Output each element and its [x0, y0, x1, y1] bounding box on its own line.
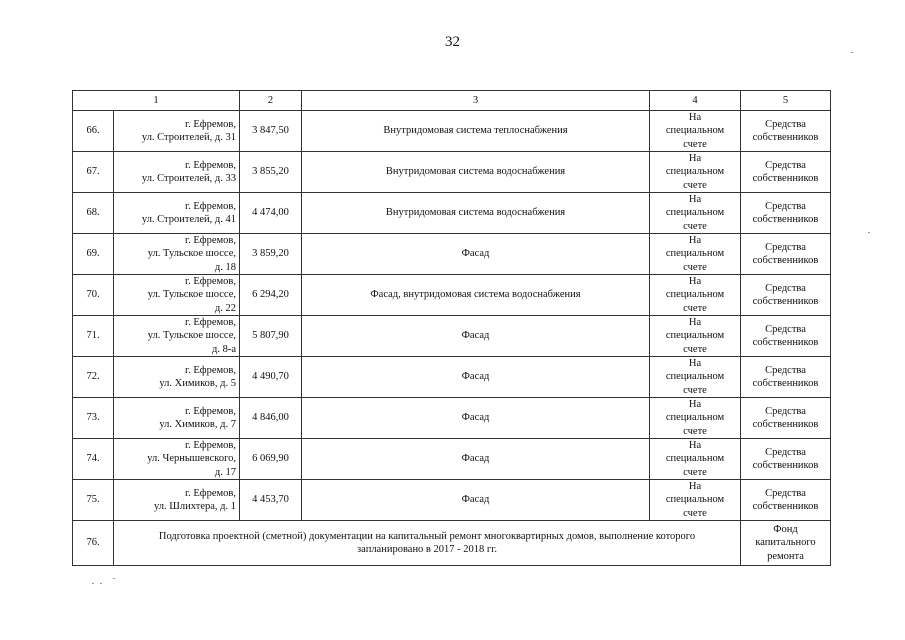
address-line: д. 17: [214, 466, 236, 478]
funding-source-line: собственников: [752, 501, 819, 512]
funding-method-cell: [650, 316, 741, 357]
table-row: [73, 316, 831, 357]
funding-method-line: счете: [683, 179, 707, 191]
scan-speck: [113, 578, 115, 579]
address-line: г. Ефремов,: [185, 118, 236, 130]
funding-source-cell: [741, 316, 831, 357]
capital-repair-table: [72, 90, 831, 566]
address-cell: [114, 439, 240, 480]
funding-method-line: На: [688, 317, 702, 329]
funding-method-line: На: [688, 276, 702, 288]
work-type-cell: Фасад: [302, 316, 650, 357]
funding-method-cell: [650, 111, 741, 152]
funding-source-line: собственников: [752, 296, 819, 307]
funding-source-line: Средства: [765, 487, 806, 499]
address-line: г. Ефремов,: [185, 200, 236, 212]
funding-method-line: счете: [683, 425, 707, 437]
table-row: [73, 193, 831, 234]
address-cell: [114, 111, 240, 152]
funding-method-line: На: [688, 153, 702, 165]
area-cell: 6 069,90: [240, 439, 302, 480]
funding-source-line: ремонта: [767, 550, 804, 562]
scan-speck: [868, 232, 870, 233]
funding-source-cell: [741, 480, 831, 521]
address-line: ул. Строителей, д. 41: [141, 214, 236, 225]
address-line: г. Ефремов,: [185, 235, 236, 247]
funding-source-line: Средства: [765, 405, 806, 417]
table-row: [73, 111, 831, 152]
funding-source-line: собственников: [752, 214, 819, 225]
funding-method-line: специальном: [665, 207, 725, 219]
table-body: [73, 111, 831, 566]
row-number: 74.: [73, 439, 114, 480]
address-line: ул. Шлихтера, д. 1: [154, 501, 236, 512]
funding-method-line: На: [688, 481, 702, 493]
address-line: г. Ефремов,: [185, 440, 236, 452]
table-row: [73, 480, 831, 521]
work-type-cell: Фасад, внутридомовая система водоснабжения: [302, 275, 650, 316]
funding-method-line: специальном: [665, 125, 725, 137]
funding-method-cell: [650, 398, 741, 439]
funding-source-line: капитального: [755, 537, 816, 549]
funding-method-cell: [650, 439, 741, 480]
funding-source-cell: [741, 357, 831, 398]
funding-source-cell: [741, 234, 831, 275]
address-line: г. Ефремов,: [185, 159, 236, 171]
address-line: г. Ефремов,: [185, 317, 236, 329]
work-type-cell: Внутридомовая система водоснабжения: [302, 152, 650, 193]
area-cell: 4 474,00: [240, 193, 302, 234]
work-type-cell: Фасад: [302, 439, 650, 480]
funding-source-line: Средства: [765, 241, 806, 253]
funding-source-line: собственников: [752, 419, 819, 430]
scan-speck: [92, 583, 94, 584]
table-header: [73, 91, 831, 111]
funding-source-line: собственников: [752, 460, 819, 471]
scan-speck: [851, 52, 853, 53]
funding-method-line: специальном: [665, 330, 725, 342]
table-row: [73, 439, 831, 480]
area-cell: 4 846,00: [240, 398, 302, 439]
row-number: 73.: [73, 398, 114, 439]
funding-method-line: счете: [683, 343, 707, 355]
address-line: ул. Строителей, д. 33: [141, 173, 236, 184]
funding-method-line: На: [688, 358, 702, 370]
address-line: ул. Тульское шоссе,: [147, 248, 236, 260]
funding-method-line: счете: [683, 138, 707, 150]
table-row: [73, 152, 831, 193]
funding-method-cell: [650, 234, 741, 275]
address-line: г. Ефремов,: [185, 405, 236, 417]
funding-source-cell: [741, 275, 831, 316]
summary-text-cell: Подготовка проектной (сметной) документации на капитальный ремонт многоквартирных домов, выполнение которого запланировано в 2017 - 2018 гг.: [114, 521, 741, 566]
row-number: 71.: [73, 316, 114, 357]
funding-source-cell: [741, 439, 831, 480]
funding-method-line: На: [688, 112, 702, 124]
address-line: ул. Тульское шоссе,: [147, 289, 236, 301]
address-cell: [114, 480, 240, 521]
funding-source-line: собственников: [752, 132, 819, 143]
funding-source-line: Средства: [765, 364, 806, 376]
funding-source-line: собственников: [752, 378, 819, 389]
table-row: [73, 234, 831, 275]
header-col-5: 5: [741, 91, 831, 111]
funding-method-cell: [650, 357, 741, 398]
table-row: [73, 275, 831, 316]
funding-source-line: Средства: [765, 282, 806, 294]
row-number: 67.: [73, 152, 114, 193]
address-line: д. 8-а: [212, 343, 236, 355]
address-line: ул. Тульское шоссе,: [147, 330, 236, 342]
work-type-cell: Фасад: [302, 480, 650, 521]
funding-method-cell: [650, 193, 741, 234]
funding-method-cell: [650, 275, 741, 316]
funding-source-line: собственников: [752, 337, 819, 348]
address-cell: [114, 152, 240, 193]
funding-source-line: Средства: [765, 446, 806, 458]
work-type-cell: Фасад: [302, 398, 650, 439]
funding-source-cell: [741, 398, 831, 439]
funding-method-cell: [650, 152, 741, 193]
area-cell: 3 855,20: [240, 152, 302, 193]
row-number: 76.: [73, 521, 114, 566]
funding-source-line: Средства: [765, 200, 806, 212]
work-type-cell: Внутридомовая система теплоснабжения: [302, 111, 650, 152]
funding-method-line: счете: [683, 507, 707, 519]
address-line: г. Ефремов,: [185, 276, 236, 288]
header-col-4: 4: [650, 91, 741, 111]
address-cell: [114, 193, 240, 234]
row-number: 66.: [73, 111, 114, 152]
address-line: ул. Чернышевского,: [147, 453, 236, 465]
work-type-cell: Фасад: [302, 234, 650, 275]
funding-method-line: На: [688, 235, 702, 247]
address-cell: [114, 357, 240, 398]
address-line: ул. Химиков, д. 5: [159, 378, 236, 389]
work-type-cell: Внутридомовая система водоснабжения: [302, 193, 650, 234]
area-cell: 3 859,20: [240, 234, 302, 275]
header-col-1: 1: [73, 91, 240, 111]
address-line: г. Ефремов,: [185, 364, 236, 376]
funding-method-line: специальном: [665, 412, 725, 424]
area-cell: 4 453,70: [240, 480, 302, 521]
funding-source-line: собственников: [752, 255, 819, 266]
address-line: ул. Химиков, д. 7: [159, 419, 236, 430]
funding-method-line: На: [688, 399, 702, 411]
row-number: 72.: [73, 357, 114, 398]
funding-source-line: Средства: [765, 323, 806, 335]
funding-source-cell: [741, 521, 831, 566]
funding-method-line: счете: [683, 466, 707, 478]
funding-method-line: специальном: [665, 289, 725, 301]
funding-method-line: На: [688, 440, 702, 452]
funding-method-line: специальном: [665, 494, 725, 506]
row-number: 68.: [73, 193, 114, 234]
table-row: [73, 357, 831, 398]
funding-method-line: счете: [683, 261, 707, 273]
header-col-2: 2: [240, 91, 302, 111]
funding-source-line: Фонд: [773, 524, 798, 536]
funding-method-cell: [650, 480, 741, 521]
area-cell: 6 294,20: [240, 275, 302, 316]
funding-method-line: специальном: [665, 166, 725, 178]
table-row-summary: [73, 521, 831, 566]
funding-source-cell: [741, 152, 831, 193]
funding-source-cell: [741, 111, 831, 152]
funding-source-line: Средства: [765, 118, 806, 130]
table-row: [73, 398, 831, 439]
address-cell: [114, 316, 240, 357]
page-number: 32: [445, 34, 460, 50]
funding-method-line: специальном: [665, 453, 725, 465]
address-line: ул. Строителей, д. 31: [141, 132, 236, 143]
address-line: г. Ефремов,: [185, 487, 236, 499]
funding-method-line: счете: [683, 384, 707, 396]
funding-source-line: Средства: [765, 159, 806, 171]
funding-method-line: счете: [683, 302, 707, 314]
row-number: 70.: [73, 275, 114, 316]
area-cell: 3 847,50: [240, 111, 302, 152]
address-cell: [114, 398, 240, 439]
row-number: 69.: [73, 234, 114, 275]
scan-speck: [100, 583, 102, 584]
funding-method-line: На: [688, 194, 702, 206]
address-line: д. 22: [214, 302, 236, 314]
address-cell: [114, 234, 240, 275]
funding-method-line: специальном: [665, 371, 725, 383]
funding-method-line: счете: [683, 220, 707, 232]
address-line: д. 18: [214, 261, 236, 273]
area-cell: 4 490,70: [240, 357, 302, 398]
address-cell: [114, 275, 240, 316]
header-col-3: 3: [302, 91, 650, 111]
funding-source-cell: [741, 193, 831, 234]
funding-method-line: специальном: [665, 248, 725, 260]
row-number: 75.: [73, 480, 114, 521]
funding-source-line: собственников: [752, 173, 819, 184]
work-type-cell: Фасад: [302, 357, 650, 398]
area-cell: 5 807,90: [240, 316, 302, 357]
